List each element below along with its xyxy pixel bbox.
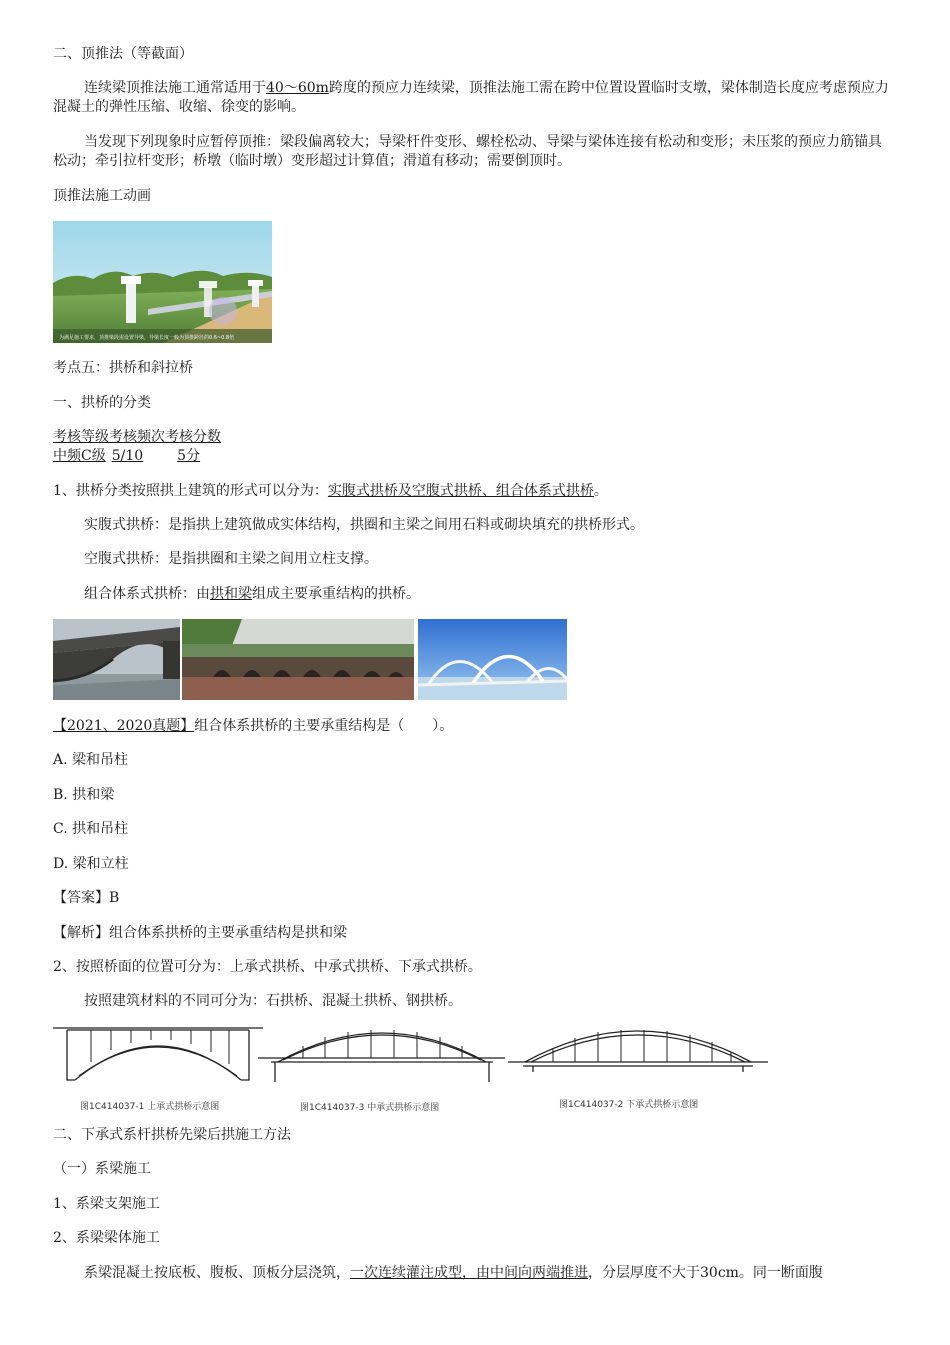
p1-underlined-span: 40～60m — [266, 80, 329, 96]
last-text-a: 系梁混凝土按底板、腹板、顶板分层浇筑， — [84, 1265, 350, 1281]
item2-materials: 按照建筑材料的不同可分为：石拱桥、混凝土拱桥、钢拱桥。 — [84, 993, 462, 1009]
exam-table-header-text: 考核等级考核频次考核分数 — [53, 429, 221, 445]
half-through-arch-diagram — [258, 1030, 505, 1082]
combination-arch-photo — [418, 619, 567, 700]
exam-score: 5分 — [177, 448, 201, 464]
open-arch-definition: 空腹式拱桥：是指拱圈和主梁之间用立柱支撑。 — [84, 551, 378, 567]
jacking-animation-image — [53, 221, 272, 343]
caption-through-arch: 图1C414037-2 下承式拱桥示意图 — [559, 1100, 699, 1110]
item1-text-a: 1、拱桥分类按照拱上建筑的形式可以分为： — [53, 483, 328, 499]
exam-level: 中频C级 — [53, 448, 106, 464]
item1-text-b: 。 — [593, 483, 608, 499]
open-arch-photo — [182, 619, 414, 700]
question-text: 组合体系拱桥的主要承重结构是（ ）。 — [194, 718, 454, 734]
caption-half-through-arch: 图1C414037-3 中承式拱桥示意图 — [300, 1103, 440, 1113]
section-tied-arch: 二、下承式系杆拱桥先梁后拱施工方法 — [53, 1127, 291, 1143]
last-text-b: ，分层厚度不大于30cm。同一断面腹 — [588, 1265, 823, 1281]
question-tag: 【2021、2020真题】 — [53, 718, 195, 734]
p1-text-a: 连续梁顶推法施工通常适用于 — [84, 80, 266, 96]
item1-classification — [53, 482, 608, 500]
analysis-text: 组合体系拱桥的主要承重结构是拱和梁 — [109, 925, 347, 941]
deck-arch-diagram — [53, 1028, 263, 1080]
combo-arch-definition — [84, 585, 420, 603]
arch-classification-title: 一、拱桥的分类 — [53, 395, 151, 411]
p1-text-b: 跨度的预应力连续梁，顶推法施工需在跨中位置设置临时支墩，梁体制造长度应考虑预应力混凝土的弹性压缩、收缩、徐变的影响。 — [53, 80, 889, 115]
option-d: D. 梁和立柱 — [53, 856, 129, 872]
exam-table-row — [53, 447, 200, 465]
answer: 【答案】B — [53, 890, 120, 906]
caption-deck-arch: 图1C414037-1 上承式拱桥示意图 — [80, 1102, 220, 1112]
solid-arch-definition: 实腹式拱桥：是指拱上建筑做成实体结构，拱圈和主梁之间用石料或砌块填充的拱桥形式。 — [84, 517, 644, 533]
analysis-tag: 【解析】 — [53, 925, 109, 941]
through-arch-diagram — [508, 1030, 768, 1072]
option-a: A. 梁和吊柱 — [53, 752, 129, 768]
step-beam-body: 2、系梁梁体施工 — [53, 1230, 160, 1246]
last-underlined: 一次连续灌注成型，由中间向两端推进 — [350, 1265, 588, 1281]
question-stem — [53, 717, 453, 735]
paragraph-tie-beam-casting — [84, 1264, 823, 1282]
item2-deck-position: 2、按照桥面的位置可分为：上承式拱桥、中承式拱桥、下承式拱桥。 — [53, 959, 482, 975]
option-b: B. 拱和梁 — [53, 787, 115, 803]
section-title-jacking: 二、顶推法（等截面） — [53, 46, 193, 62]
step-falsework: 1、系梁支架施工 — [53, 1196, 160, 1212]
paragraph-jacking-scope — [53, 79, 895, 117]
solid-arch-photo — [53, 619, 180, 700]
subsection-tie-beam: （一）系梁施工 — [53, 1161, 151, 1177]
combo-underlined: 拱和梁 — [210, 586, 252, 602]
combo-text-a: 组合体系式拱桥：由 — [84, 586, 210, 602]
item1-underlined: 实腹式拱桥及空腹式拱桥、组合体系式拱桥 — [327, 483, 594, 499]
animation-caption: 为满足施工要求，顶推梁段需设置导梁，导梁长度一般为顶推跨径的0.6~0.8倍 — [59, 335, 235, 341]
paragraph-stop-jacking: 当发现下列现象时应暂停顶推：梁段偏离较大；导梁杆件变形、螺栓松动、导梁与梁体连接有松动和变形；未压浆的预应力筋锚具松动；牵引拉杆变形；桥墩（临时墩）变形超过计算值；滑道有移动；需要倒顶时。 — [53, 134, 882, 169]
kp5-title: 考点五：拱桥和斜拉桥 — [53, 360, 193, 376]
arch-bridge-diagrams — [53, 1022, 773, 1114]
animation-label: 顶推法施工动画 — [53, 188, 151, 204]
combo-text-b: 组成主要承重结构的拱桥。 — [252, 586, 420, 602]
exam-table-header — [53, 428, 221, 446]
option-c: C. 拱和吊柱 — [53, 821, 129, 837]
analysis — [53, 924, 347, 942]
exam-frequency: 5/10 — [111, 448, 144, 464]
